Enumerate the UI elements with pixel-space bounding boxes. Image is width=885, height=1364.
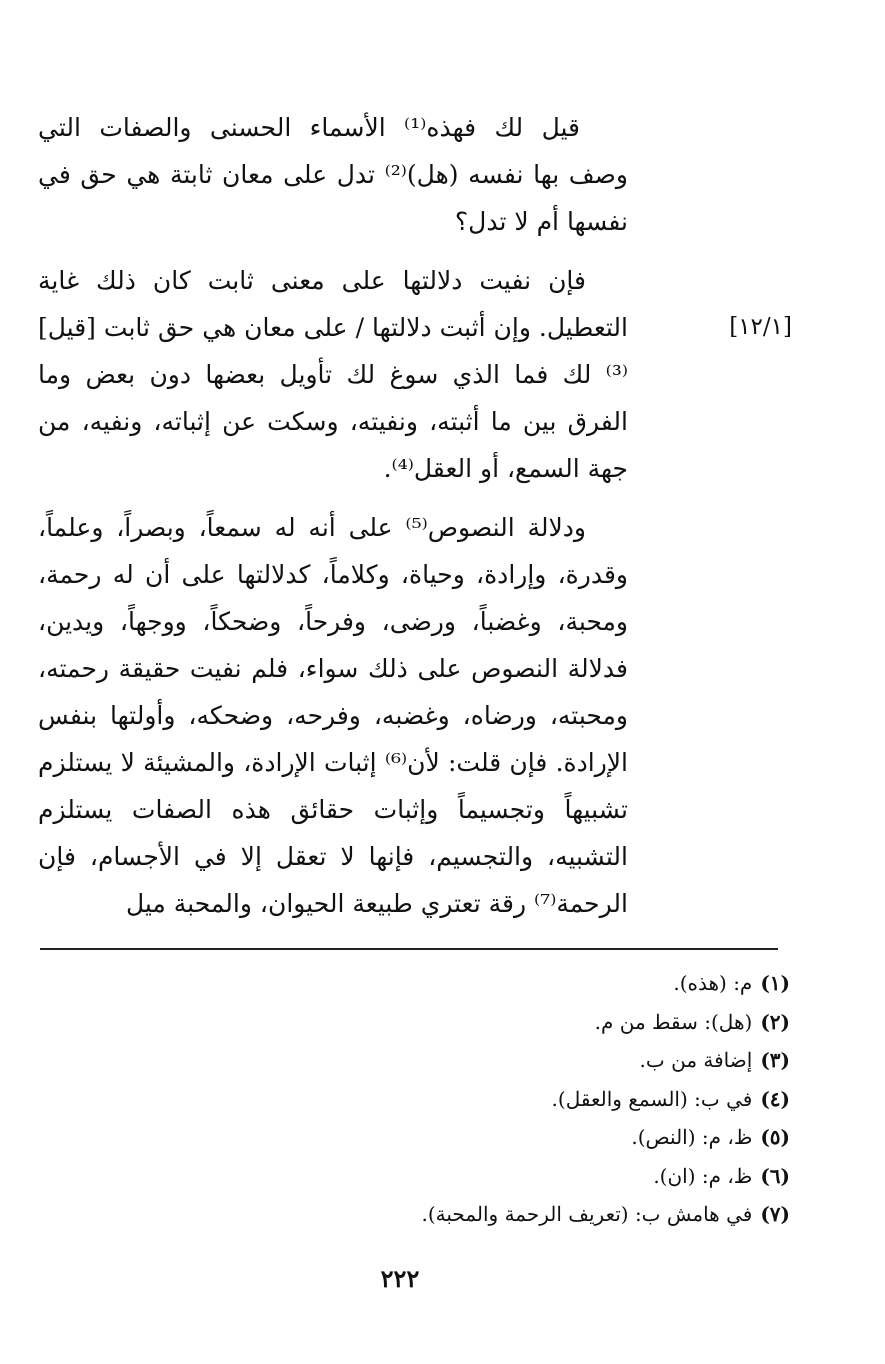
footnote-number: (٢) [760,1009,790,1034]
footnote-text: في ب: (السمع والعقل). [551,1086,753,1111]
footnote-text: م: (هذه). [673,971,753,995]
footnote-number: (٣) [760,1048,790,1072]
paragraph: ودلالة النصوص⁽⁵⁾ على أنه له سمعاً، وبصراً، وعلماً، وقدرة، وإرادة، وحياة، وكلاماً، كدلالتها على أن له رحمة، ومحبة، وغضباً، ورضى، وفرحاً، وضحكاً، ووجهاً، ويدين، فدلالة النصوص على ذلك سواء، فلم نفيت حقيقة رحمته، ومحبته، ورضاه، وغضبه، وفرحه، وضحكه، وأولتها بنفس الإرادة. فإن قلت: لأن⁽⁶⁾ إثبات الإرادة، والمشيئة لا يستلزم تشبيهاً وتجسيماً وإثبات حقائق هذه الصفات يستلزم التشبيه، والتجسيم، فإنها لا تعقل إلا في الأجسام، فإن الرحمة⁽⁷⁾ رقة تعتري طبيعة الحيوان، والمحبة ميل [38,513,629,918]
footnote-number: (٤) [760,1086,790,1111]
footnote-text: إضافة من ب. [639,1048,753,1072]
footnote [200,1080,790,1119]
footnote [200,1195,790,1234]
footnote-text: ظ، م: (النص). [631,1125,753,1149]
footnote [200,1041,790,1080]
footnotes-list [200,964,790,1234]
footnote-text: ظ، م: (ان). [653,1163,753,1188]
footnote [200,1118,790,1157]
footnote-number: (٥) [760,1125,790,1149]
manuscript-folio-reference: [١٢/١] [729,314,792,340]
footnote-number: (١) [760,971,790,995]
footnote [200,964,790,1003]
footnote-text: (هل): سقط من م. [594,1009,753,1034]
footnote-divider [40,948,778,950]
paragraph: قيل لك فهذه⁽¹⁾ الأسماء الحسنى والصفات التي وصف بها نفسه (هل)⁽²⁾ تدل على معان ثابتة هي حق في نفسها أم لا تدل؟ [38,113,628,236]
footnote [200,1157,790,1196]
footnote-text: في هامش ب: (تعريف الرحمة والمحبة). [421,1202,753,1226]
footnote [200,1003,790,1042]
footnote-number: (٦) [760,1163,790,1188]
footnote-number: (٧) [760,1202,790,1226]
main-text [38,104,628,939]
paragraph: فإن نفيت دلالتها على معنى ثابت كان ذلك غاية التعطيل. وإن أثبت دلالتها / على معان هي حق ثابت [قيل]⁽³⁾ لك فما الذي سوغ لك تأويل بعضها دون بعض وما الفرق بين ما أثبته، ونفيته، وسكت عن إثباته، ونفيه، من جهة السمع، أو العقل⁽⁴⁾. [38,266,628,483]
page-number: ٢٢٢ [380,1264,420,1293]
